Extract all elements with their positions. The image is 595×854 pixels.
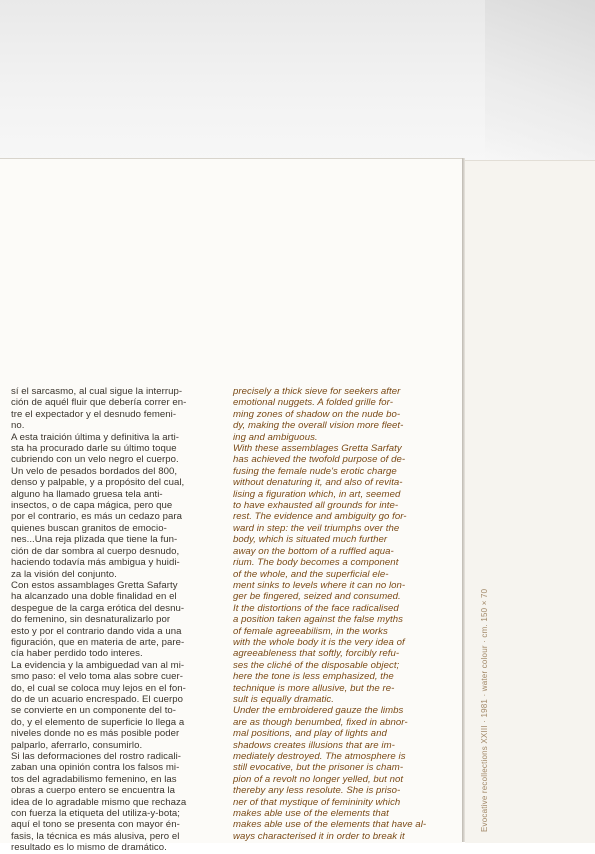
spanish-text-line: nes...Una reja plizada que tiene la fun- xyxy=(11,534,178,546)
english-text-line: sult is equally dramatic. xyxy=(233,693,334,705)
english-text-line: technique is more allusive, but the re- xyxy=(233,682,395,694)
english-text-line: ner of that mystique of femininity which xyxy=(233,796,401,808)
spanish-text-line: Un velo de pesados bordados del 800, xyxy=(11,465,178,477)
spanish-text-line: denso y palpable, y a propósito del cual, xyxy=(11,477,185,489)
spanish-text-line: do, el cual se coloca muy lejos en el fon- xyxy=(11,682,186,694)
spanish-text-line: ha alcanzado una doble finalidad en el xyxy=(11,591,177,603)
spanish-text-line: do femenino, sin desnaturalizarlo por xyxy=(11,614,171,626)
english-text-line: ses the cliché of the disposable object; xyxy=(233,659,400,671)
english-text-line: ing and ambiguous. xyxy=(233,431,318,443)
english-text-line: fusing the female nude's erotic charge xyxy=(233,465,397,477)
english-text-line: rest. The evidence and ambiguity go for- xyxy=(233,511,407,523)
english-text-line: ment sinks to levels where it can no lon- xyxy=(233,579,406,591)
spanish-text-line: fasis, la técnica es más alusiva, pero el xyxy=(11,830,180,842)
spanish-text-line: palparlo, aferrarlo, consumirlo. xyxy=(11,739,143,751)
spanish-text-line: tos del agradabilismo femenino, en las xyxy=(11,773,177,785)
english-text-line: to have exhausted all grounds for inte- xyxy=(233,500,399,512)
spanish-text-line: Con estos assamblages Gretta Safarty xyxy=(11,579,178,591)
spanish-text-line: idea de lo agradable mismo que rechaza xyxy=(11,796,187,808)
english-text-line: ming zones of shadow on the nude bo- xyxy=(233,408,401,420)
spanish-text-line: tre el expectador y el desnudo femeni- xyxy=(11,408,177,420)
spanish-text-line: se convierte en un componente del to- xyxy=(11,705,177,717)
spanish-text-line: cía haber perdido todo interes. xyxy=(11,648,143,660)
english-text-line: With these assemblages Gretta Sarfaty xyxy=(233,443,402,455)
english-text-line: shadows creates illusions that are im- xyxy=(233,739,395,751)
english-text-line: ward in step: the veil triumphs over the xyxy=(233,522,400,534)
english-text-line: of female agreeabilism, in the works xyxy=(233,625,388,637)
spanish-text-line: ción de aquél fluir que debería correr en- xyxy=(11,397,187,409)
spanish-text-line: haciendo todavía más ambigua y huidi- xyxy=(11,557,180,569)
english-text-line: away on the bottom of a ruffled aqua- xyxy=(233,545,394,557)
english-text-line: emotional nuggets. A folded grille for- xyxy=(233,397,393,409)
english-text-line: lising a figuration which, in art, seemed xyxy=(233,488,401,500)
spanish-text-line: sí el sarcasmo, al cual sigue la interrup- xyxy=(11,386,183,397)
english-text-line: mediately destroyed. The atmosphere is xyxy=(233,751,406,762)
english-text-line: ger be fingered, seized and consumed. xyxy=(233,591,401,603)
english-text-line: ways characterised it in order to break it xyxy=(233,830,405,842)
spanish-text-line: despegue de la carga erótica del desnu- xyxy=(11,602,185,614)
spanish-text-line: sta ha procurado darle su último toque xyxy=(11,443,177,455)
spanish-text-line: aquí el tono se presenta con mayor én- xyxy=(11,819,180,831)
english-text-line: of the whole, and the superficial ele- xyxy=(233,568,389,580)
english-text-column xyxy=(233,386,433,842)
english-text-line: thereby any less resolute. She is priso- xyxy=(233,785,401,797)
english-text-line: a position taken against the false myths xyxy=(233,614,403,626)
spanish-text-line: no. xyxy=(11,420,25,432)
english-text-line: mal positions, and play of lights and xyxy=(233,728,387,740)
english-text-line: makes able use of the elements that xyxy=(233,808,389,820)
spanish-text-line: resultado es lo mismo de dramático. xyxy=(11,842,167,854)
spanish-text-line: obras a cuerpo entero se encuentra la xyxy=(11,785,175,797)
english-text-line: Under the embroidered gauze the limbs xyxy=(233,705,404,717)
spanish-text-line: con fuerza la etiqueta del utiliza-y-bota; xyxy=(11,808,181,820)
english-text-line: here the tone is less emphasized, the xyxy=(233,671,394,683)
english-text-line: makes able use of the elements that have al- xyxy=(233,819,427,831)
english-text-line: It the distortions of the face radicalised xyxy=(233,602,399,614)
english-text-line: precisely a thick sieve for seekers after xyxy=(233,386,401,397)
english-text-line: still evocative, but the prisoner is cham- xyxy=(233,762,404,774)
spanish-text-line: esto y por el contrario dando vida a una xyxy=(11,625,182,637)
english-text-line: body, which is situated much further xyxy=(233,534,388,546)
spanish-text-line: insectos, o de capa mágica, pero que xyxy=(11,500,173,512)
english-text-line: are as though benumbed, fixed in abnor- xyxy=(233,716,408,728)
spanish-text-line: figuración, que en materia de arte, pare- xyxy=(11,636,185,648)
spanish-text-line: za la visión del conjunto. xyxy=(11,568,117,580)
spanish-text-column xyxy=(11,386,223,854)
spanish-text-line: zaban una opinión contra los falsos mi- xyxy=(11,762,180,774)
spanish-text-line: cubriendo con un velo negro el cuerpo. xyxy=(11,454,179,466)
english-text-line: has achieved the twofold purpose of de- xyxy=(233,454,406,466)
english-text-line: dy, making the overall vision more fleet- xyxy=(233,420,404,432)
spanish-text-line: La evidencia y la ambiguedad van al mi- xyxy=(11,659,185,671)
spanish-text-line: do, y el elemento de superficie lo llega a xyxy=(11,716,185,728)
background-shadow xyxy=(0,0,595,160)
spanish-text-line: por el contrario, es más un cedazo para xyxy=(11,511,182,523)
spanish-text-line: alguno ha llamado gruesa tela anti- xyxy=(11,488,163,500)
spanish-text-line: A esta traición última y definitiva la arti- xyxy=(11,431,180,443)
spanish-text-line: ción de dar sombra al cuerpo desnudo, xyxy=(11,545,180,557)
spanish-text-line: quienes buscan granitos de emocio- xyxy=(11,522,167,534)
spanish-text-line: Si las deformaciones del rostro radicali- xyxy=(11,751,182,762)
spanish-text-line: smo paso: el velo toma alas sobre cuer- xyxy=(11,671,184,683)
spanish-text-line: do de un acuario encrespado. El cuerpo xyxy=(11,693,184,705)
english-text-line: agreeableness that softly, forcibly refu- xyxy=(233,648,400,660)
english-text-line: rium. The body becomes a component xyxy=(233,557,399,569)
english-text-line: with the whole body it is the very idea of xyxy=(233,636,405,648)
artwork-caption: Evocative recollections XXIII · 1981 · water colour · cm. 150 × 70 xyxy=(480,588,489,832)
spanish-text-line: niveles donde no es más posible poder xyxy=(11,728,180,740)
english-text-line: pion of a revolt no longer yelled, but not xyxy=(233,773,404,785)
english-text-line: without denaturing it, and also of revita- xyxy=(233,477,403,489)
